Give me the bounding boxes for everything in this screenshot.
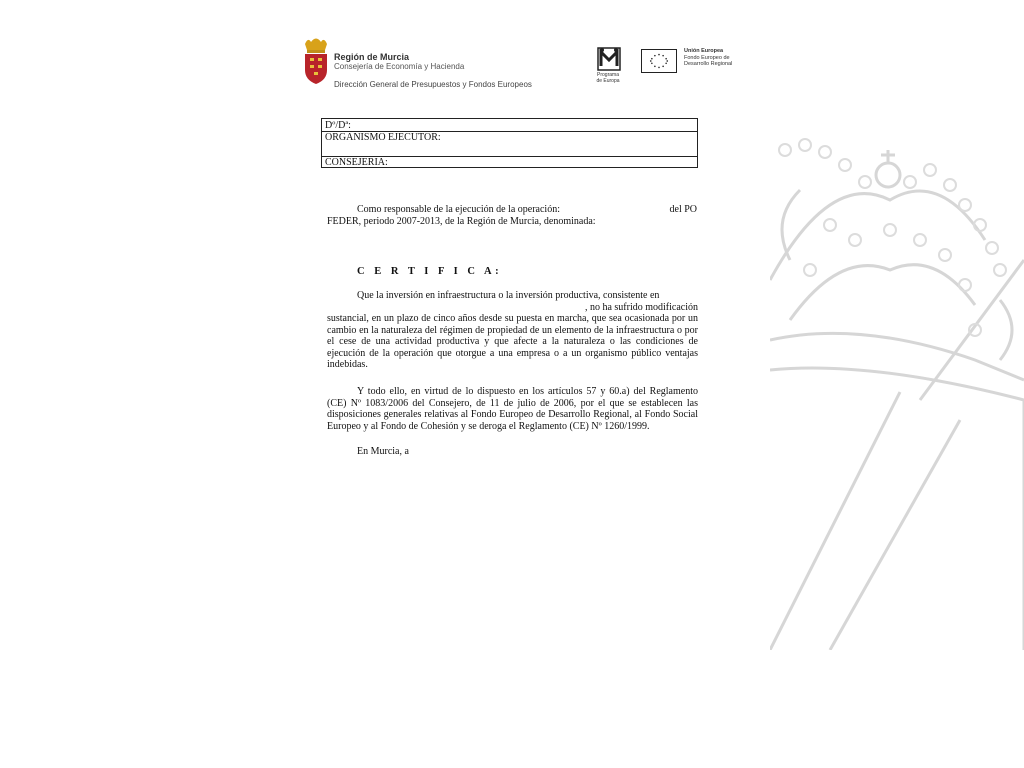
crown-watermark bbox=[770, 130, 1024, 650]
programme-caption-line: Programa bbox=[597, 72, 619, 78]
certification-paragraph bbox=[327, 290, 698, 371]
responsibility-paragraph bbox=[327, 204, 697, 228]
name-field-label: Dº/Dª: bbox=[325, 120, 351, 131]
responsibility-text-line2: FEDER, periodo 2007-2013, de la Región de Murcia, denominada: bbox=[327, 216, 596, 227]
certifica-heading: C E R T I F I C A: bbox=[357, 266, 503, 277]
council-field-label: CONSEJERIA: bbox=[325, 157, 388, 168]
programme-logo-caption bbox=[588, 72, 628, 84]
organism-field-label: ORGANISMO EJECUTOR: bbox=[325, 132, 441, 143]
paragraph-body: sustancial, en un plazo de cinco años desde su puesta en marcha, que sea ocasionada por un cambio en la naturaleza del régimen de propiedad de un elemento de la infraestructura o por el cese de una actividad productiva y que afecte a la naturaleza o las condiciones de ejecución de la operación que otorgue a una empresa o a un organismo público ventajas indebidas. bbox=[327, 313, 698, 370]
directorate-name: Dirección General de Presupuestos y Fondos Europeos bbox=[334, 80, 532, 89]
applicant-form-box bbox=[321, 118, 698, 168]
eu-line: Desarrollo Regional bbox=[684, 61, 733, 67]
programme-caption-line: de Europa bbox=[596, 78, 620, 84]
paragraph-line: , no ha sufrido modificación bbox=[584, 301, 698, 313]
legal-basis-paragraph bbox=[327, 386, 698, 432]
responsibility-text: Como responsable de la ejecución de la operación: bbox=[357, 204, 560, 215]
paragraph-line: Que la inversión en infraestructura o la inversión productiva, consistente en bbox=[357, 290, 660, 301]
eu-line: Unión Europea bbox=[684, 48, 724, 54]
department-name: Consejería de Economía y Hacienda bbox=[334, 62, 465, 71]
institution-name: Región de Murcia bbox=[334, 52, 410, 62]
programme-reference: del PO bbox=[669, 204, 697, 215]
closing-place-date: En Murcia, a bbox=[357, 446, 409, 457]
eu-fund-text bbox=[684, 48, 732, 68]
legal-basis-text: Y todo ello, en virtud de lo dispuesto en los artículos 57 y 60.a) del Reglamento (CE) Nº 1083/2006 del Consejero, de 11 de julio de 2006, por el que se establecen las disposiciones generales relativas al Fondo Europeo de Desarrollo Regional, al Fondo Social Europeo y al Fondo de Cohesión y se deroga el Reglamento (CE) Nº 1260/1999. bbox=[327, 386, 698, 432]
eu-line: Fondo Europeo de bbox=[684, 54, 730, 61]
eu-flag-icon bbox=[641, 49, 677, 73]
murcia-crest-logo bbox=[302, 36, 330, 88]
